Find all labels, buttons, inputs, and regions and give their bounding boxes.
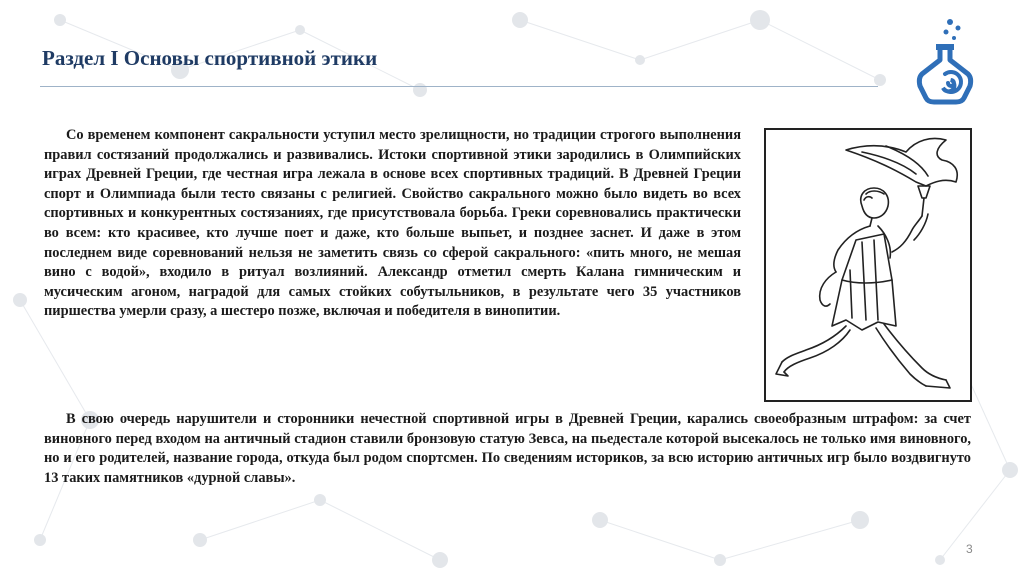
main-text-block (44, 126, 741, 322)
secondary-text-block (44, 410, 971, 488)
paragraph-1: Со временем компонент сакральности уступил место зрелищности, но традиции строгого выполнения правил состязаний продолжались и развивались. Истоки спортивной этики зародились в Олимпийских играх Древней Греции, где честная игра лежала в основе всех спортивных традиций. В Древней Греции спорт и Олимпиада были тесто связаны с религией. Свойство сакрального можно было видеть во всех спортивных и конкурентных состязаниях, где присутствовала борьба. Греки соревновались практически во всем: кто красивее, кто лучше поет и даже, кто больше выпьет, и позднее заснет. И даже в этом последнем виде соревнований нельзя не заметить связь со сферой сакрального: «пить много, не мешая вино с водой», входило в ритуал возлияний. Александр отметил смерть Калана гимническим и мусическим агоном, наградой для самых стойких собутыльников, в результате чего 35 участников пиршества умерли сразу, а шестеро позже, включая и победителя в винопитии. (44, 127, 741, 320)
page-number: 3 (966, 542, 973, 556)
torch-runner-drawing (766, 130, 970, 400)
title-divider (40, 86, 878, 87)
slide-title: Раздел I Основы спортивной этики (42, 46, 378, 70)
torch-runner-illustration (764, 128, 972, 402)
paragraph-2: В свою очередь нарушители и сторонники нечестной спортивной игры в Древней Греции, карались своеобразным штрафом: за счет виновного перед входом на античный стадион ставили бронзовую статую Зевса, на пьедестале которой высекалось не только имя виновного, но и его родителей, название города, откуда был родом спортсмен. По сведениям историков, за всю историю античных игр было воздвигнуто 13 таких памятников «дурной славы». (44, 411, 971, 486)
flask-logo-icon (914, 16, 976, 108)
